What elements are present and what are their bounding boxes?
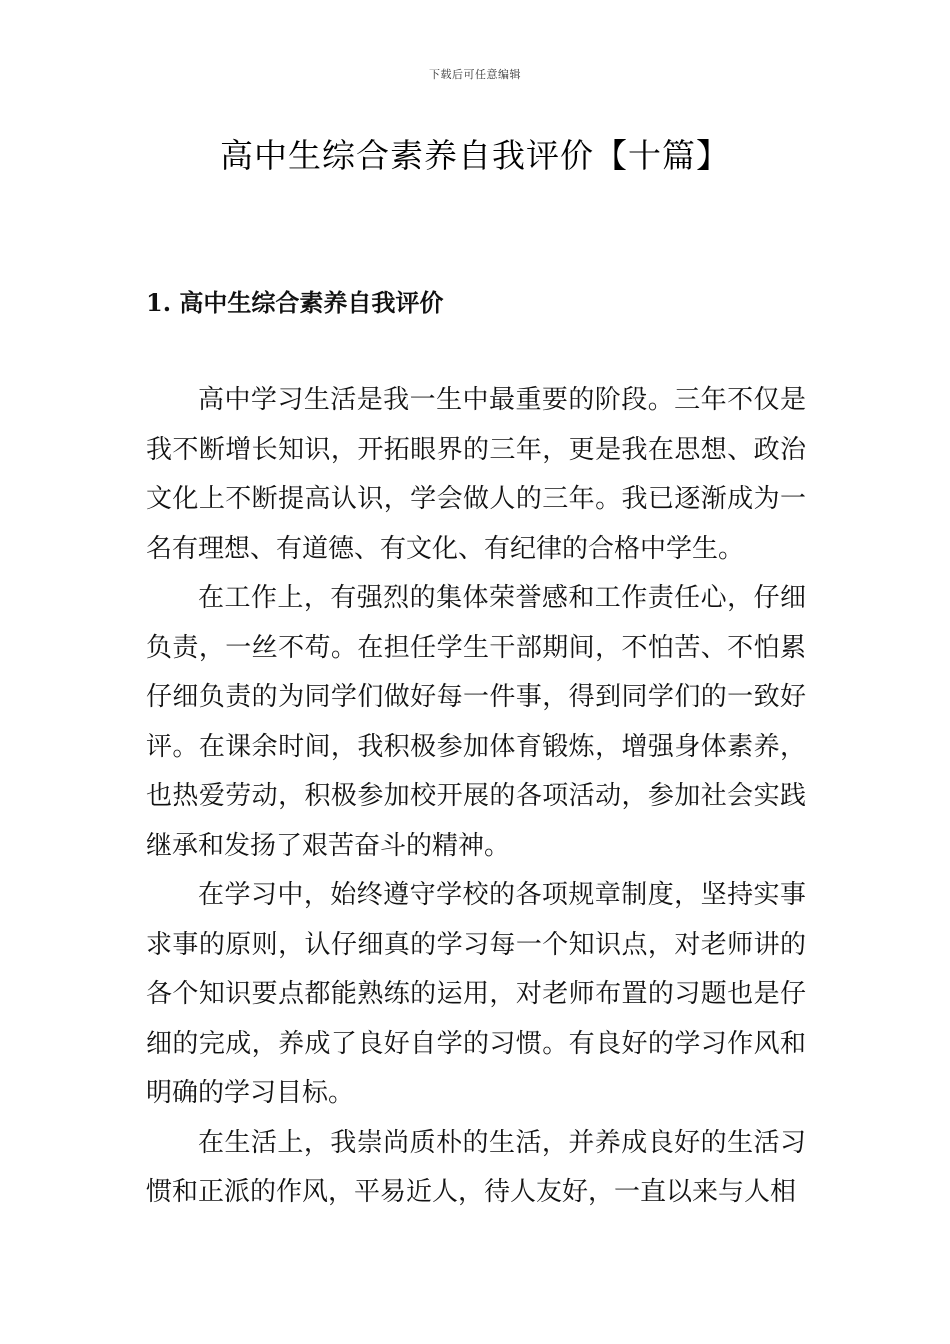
paragraph: 高中学习生活是我一生中最重要的阶段。三年不仅是我不断增长知识，开拓眼界的三年，更是我在思想、政治文化上不断提高认识，学会做人的三年。我已逐渐成为一名有理想、有道德、有文化、有纪律的合格中学生。 (146, 385, 806, 564)
section-heading: 1. 高中生综合素养自我评价 (146, 288, 444, 317)
paragraph: 在生活上，我崇尚质朴的生活，并养成良好的生活习惯和正派的作风，平易近人，待人友好，一直以来与人相 (146, 1127, 806, 1207)
body-text (146, 376, 806, 1218)
paragraph: 在工作上，有强烈的集体荣誉感和工作责任心，仔细负责，一丝不苟。在担任学生干部期间，不怕苦、不怕累仔细负责的为同学们做好每一件事，得到同学们的一致好评。在课余时间，我积极参加体育锻炼，增强身体素养，也热爱劳动，积极参加校开展的各项活动，参加社会实践继承和发扬了艰苦奋斗的精神。 (146, 583, 806, 861)
document-title: 高中生综合素养自我评价【十篇】 (220, 136, 730, 175)
header-note: 下载后可任意编辑 (429, 68, 521, 81)
paragraph: 在学习中，始终遵守学校的各项规章制度，坚持实事求事的原则，认仔细真的学习每一个知识点，对老师讲的各个知识要点都能熟练的运用，对老师布置的习题也是仔细的完成，养成了良好自学的习惯。有良好的学习作风和明确的学习目标。 (146, 880, 806, 1108)
